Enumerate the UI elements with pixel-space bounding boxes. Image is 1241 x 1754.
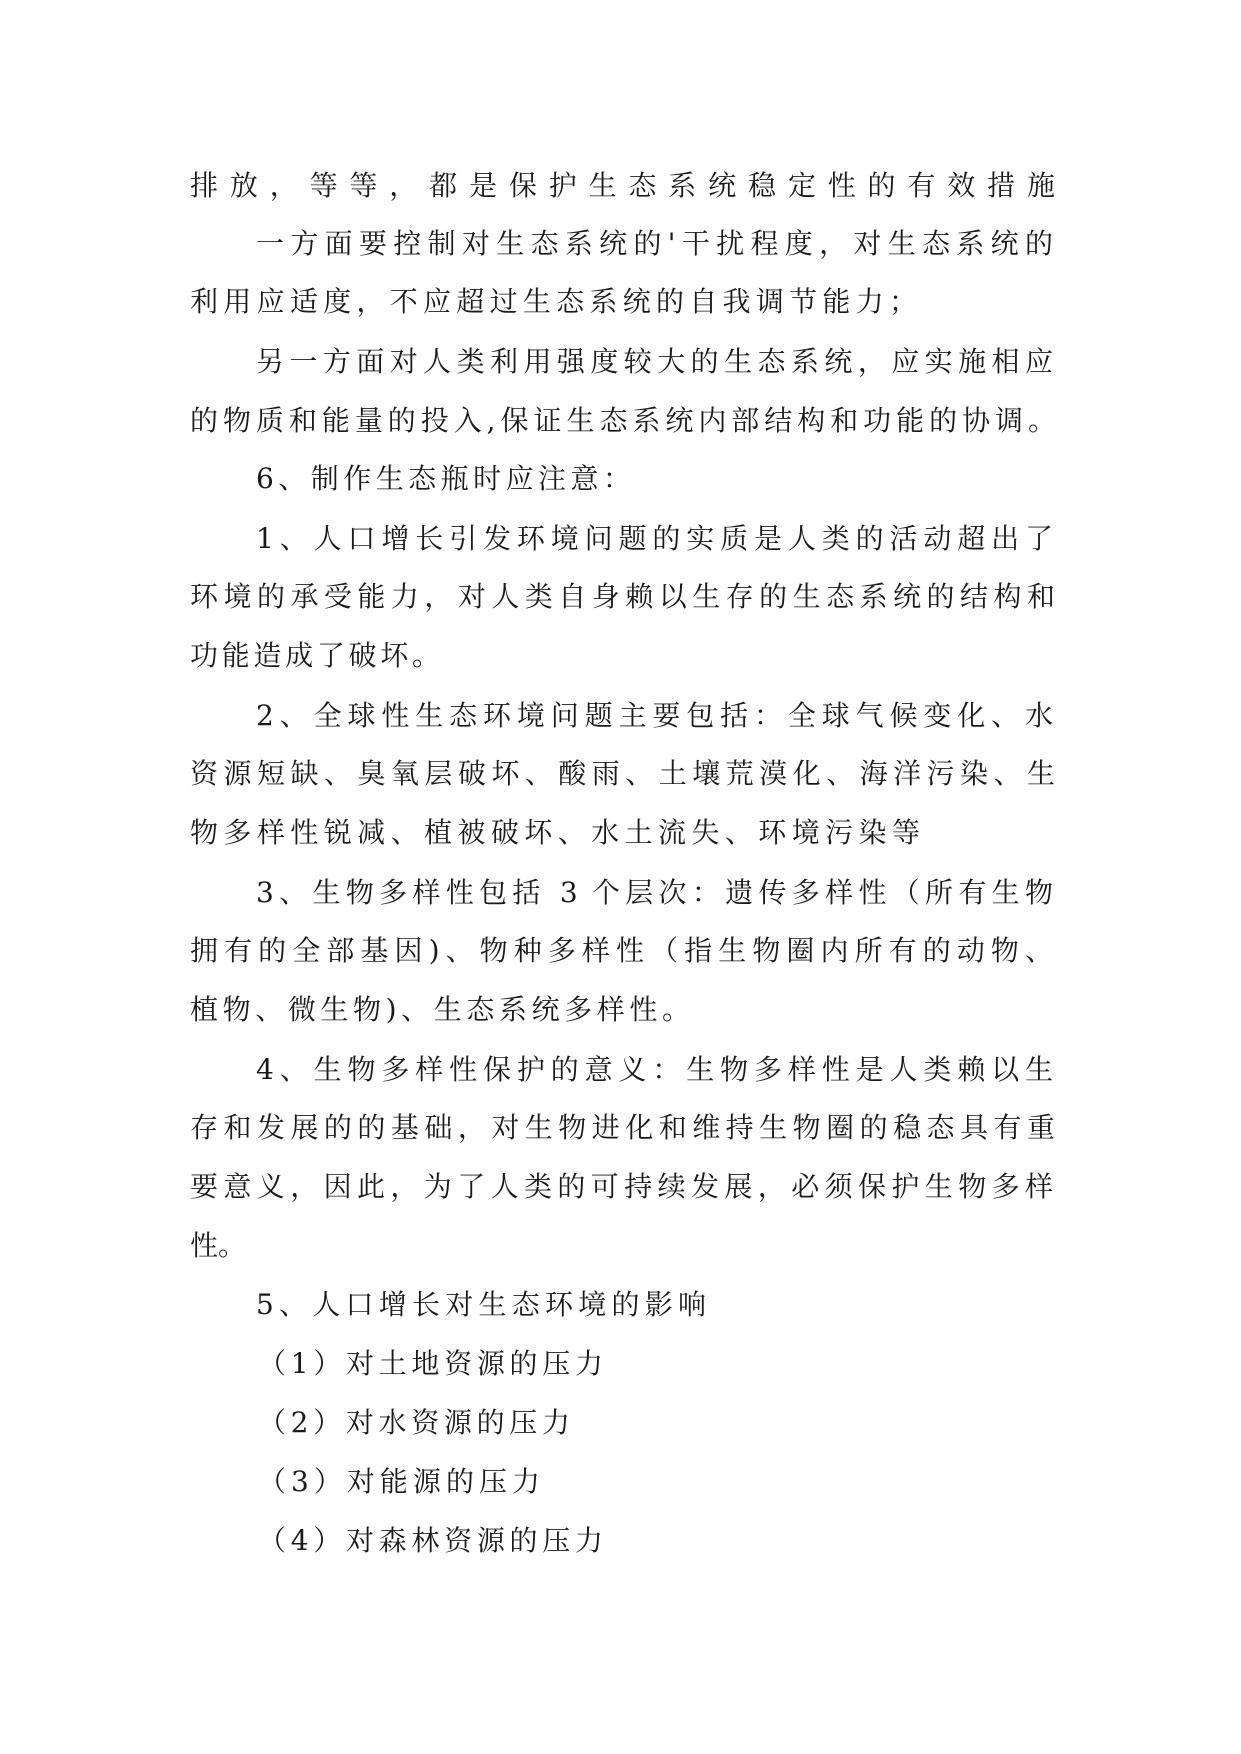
text-line: 性。 [190, 1229, 247, 1262]
list-item: （1）对土地资源的压力 [258, 1347, 603, 1380]
text-line: 功能造成了破坏。 [190, 639, 440, 672]
text-line: 存和发展的的基础，对生物进化和维持生物圈的稳态具有重 [190, 1111, 1055, 1144]
text-line: 环境的承受能力，对人类自身赖以生存的生态系统的结构和 [190, 580, 1055, 613]
text-line: 物多样性锐减、植被破坏、水土流失、环境污染等 [190, 816, 920, 849]
text-line: 的物质和能量的投入,保证生态系统内部结构和功能的协调。 [190, 404, 1056, 437]
text-line: 3、生物多样性包括 3 个层次：遗传多样性（所有生物 [256, 876, 1053, 909]
list-item: （2）对水资源的压力 [258, 1406, 570, 1439]
text-line: 拥有的全部基因)、物种多样性（指生物圈内所有的动物、 [190, 934, 1053, 967]
text-line: 植物、微生物)、生态系统多样性。 [190, 993, 690, 1026]
text-line: 1、人口增长引发环境问题的实质是人类的活动超出了 [256, 522, 1053, 555]
text-line: 一方面要控制对生态系统的'干扰程度，对生态系统的 [256, 227, 1053, 260]
text-line: 4、生物多样性保护的意义：生物多样性是人类赖以生 [256, 1053, 1053, 1086]
text-line: 资源短缺、臭氧层破坏、酸雨、土壤荒漠化、海洋污染、生 [190, 757, 1055, 790]
text-line: 6、制作生态瓶时应注意： [256, 462, 631, 495]
text-line: 5、人口增长对生态环境的影响 [256, 1288, 706, 1321]
list-item: （3）对能源的压力 [258, 1465, 540, 1498]
text-line: 要意义，因此，为了人类的可持续发展，必须保护生物多样 [190, 1170, 1053, 1203]
list-item: （4）对森林资源的压力 [258, 1524, 603, 1557]
text-line: 利用应适度，不应超过生态系统的自我调节能力； [190, 285, 917, 318]
text-line: 排放，等等，都是保护生态系统稳定性的有效措施 [190, 169, 1055, 202]
text-line: 2、全球性生态环境问题主要包括：全球气候变化、水 [256, 699, 1053, 732]
text-line: 另一方面对人类利用强度较大的生态系统，应实施相应 [256, 345, 1053, 378]
